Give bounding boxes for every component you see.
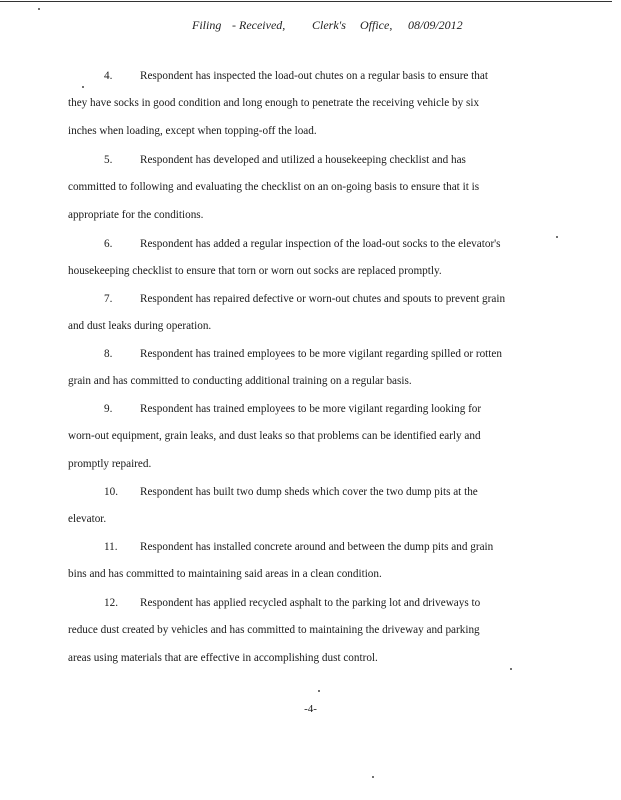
paragraph-number: 11. <box>104 541 118 553</box>
paragraph-number: 4. <box>104 70 113 82</box>
paragraph-first-line <box>68 63 530 90</box>
paragraph-number: 7. <box>104 293 113 305</box>
paragraph-text: Respondent has installed concrete around and between the dump pits and grain <box>140 541 494 553</box>
paragraph-text: Respondent has trained employees to be more vigilant regarding spilled or rotten <box>140 348 502 360</box>
paragraph-text: Respondent has trained employees to be more vigilant regarding looking for <box>140 403 482 415</box>
paragraph-line: areas using materials that are effective in accomplishing dust control. <box>68 651 378 664</box>
filing-header <box>0 18 621 36</box>
scan-speck <box>510 668 512 670</box>
paragraph-first-line <box>68 396 530 423</box>
paragraph-line: promptly repaired. <box>68 457 152 470</box>
paragraph-number: 6. <box>104 238 113 250</box>
paragraph-text: Respondent has built two dump sheds which cover the two dump pits at the <box>140 486 478 498</box>
paragraph-number: 9. <box>104 403 113 415</box>
scan-speck <box>556 236 558 238</box>
paragraph-number: 10. <box>104 486 118 498</box>
paragraph-line: committed to following and evaluating the checklist on an on-going basis to ensure that it is <box>68 181 480 194</box>
paragraph-line: bins and has committed to maintaining said areas in a clean condition. <box>68 568 382 581</box>
page-number: -4- <box>304 703 317 715</box>
paragraph-number: 12. <box>104 597 118 609</box>
paragraph-text: Respondent has added a regular inspection of the load-out socks to the elevator's <box>140 238 501 250</box>
paragraph-text: Respondent has repaired defective or worn-out chutes and spouts to prevent grain <box>140 293 506 305</box>
paragraph-line: they have socks in good condition and long enough to penetrate the receiving vehicle by six <box>68 97 480 110</box>
header-clerks: Clerk's <box>312 18 346 32</box>
paragraph-line: and dust leaks during operation. <box>68 320 212 333</box>
paragraph-line: inches when loading, except when topping-off the load. <box>68 124 317 137</box>
header-received: - Received, <box>232 18 286 32</box>
paragraph-8 <box>68 341 530 396</box>
paragraph-text: Respondent has applied recycled asphalt to the parking lot and driveways to <box>140 597 481 609</box>
paragraph-first-line <box>68 590 530 617</box>
paragraph-first-line <box>68 341 530 368</box>
paragraph-first-line <box>68 147 530 174</box>
scan-speck <box>38 8 40 10</box>
paragraph-line: worn-out equipment, grain leaks, and dust leaks so that problems can be identified early and <box>68 430 481 443</box>
top-rule <box>0 1 612 2</box>
paragraph-12 <box>68 590 530 672</box>
paragraph-6 <box>68 231 530 286</box>
paragraph-first-line <box>68 286 530 313</box>
scan-speck <box>318 690 320 692</box>
paragraph-first-line <box>68 231 530 258</box>
header-filing: Filing <box>192 18 222 32</box>
paragraph-line: elevator. <box>68 513 107 526</box>
paragraph-5 <box>68 147 530 229</box>
paragraph-number: 8. <box>104 348 113 360</box>
scan-speck <box>82 86 84 88</box>
paragraph-7 <box>68 286 530 341</box>
paragraph-line: appropriate for the conditions. <box>68 208 204 221</box>
paragraph-9 <box>68 396 530 478</box>
paragraph-line: reduce dust created by vehicles and has committed to maintaining the driveway and parking <box>68 624 480 637</box>
paragraph-first-line <box>68 479 530 506</box>
paragraph-text: Respondent has developed and utilized a housekeeping checklist and has <box>140 154 466 166</box>
header-date: 08/09/2012 <box>408 18 463 32</box>
paragraph-first-line <box>68 534 530 561</box>
header-office: Office, <box>360 18 393 32</box>
paragraph-4 <box>68 63 530 145</box>
paragraph-number: 5. <box>104 154 113 166</box>
paragraph-11 <box>68 534 530 589</box>
paragraph-line: housekeeping checklist to ensure that torn or worn out socks are replaced promptly. <box>68 265 442 278</box>
paragraph-line: grain and has committed to conducting additional training on a regular basis. <box>68 375 412 388</box>
paragraph-10 <box>68 479 530 534</box>
paragraph-text: Respondent has inspected the load-out chutes on a regular basis to ensure that <box>140 70 488 82</box>
scan-speck <box>372 776 374 778</box>
